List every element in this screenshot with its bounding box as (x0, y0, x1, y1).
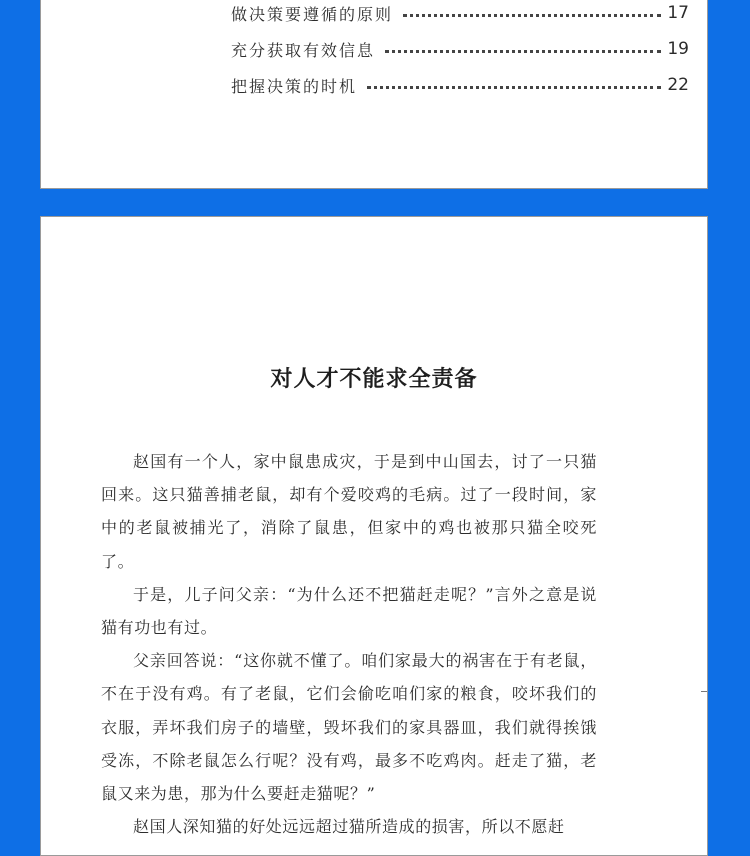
toc-entry-page: 19 (667, 39, 689, 59)
paragraph: 赵国人深知猫的好处远远超过猫所造成的损害，所以不愿赶 (133, 817, 565, 837)
chapter-page (40, 216, 708, 856)
paragraph: 赵国有一个人，家中鼠患成灾，于是到中山国去，讨了一只猫回来。这只猫善捕老鼠，却有个爱咬鸡的毛病。过了一段时间，家中的老鼠被捕光了，消除了鼠患，但家中的鸡也被那只猫全咬死了。 (101, 452, 597, 571)
page-edge-mark (701, 691, 707, 692)
toc-entry-title: 把握决策的时机 (231, 76, 358, 96)
paragraph: 父亲回答说：“这你就不懂了。咱们家最大的祸害在于有老鼠，不在于没有鸡。有了老鼠，它们会偷吃咱们家的粮食，咬坏我们的衣服，弄坏我们房子的墙壁，毁坏我们的家具器皿，我们就得挨饿受冻，不除老鼠怎么行呢？没有鸡，最多不吃鸡肉。赶走了猫，老鼠又来为患，那为什么要赶走猫呢？” (101, 651, 597, 804)
toc-entry[interactable] (231, 37, 689, 61)
toc-entry[interactable] (231, 73, 689, 97)
toc-entry-page: 22 (667, 75, 689, 95)
toc-entry[interactable] (231, 1, 689, 25)
toc-leader-dots (367, 86, 661, 89)
paragraph: 于是，儿子问父亲：“为什么还不把猫赶走呢？”言外之意是说猫有功也有过。 (101, 584, 597, 638)
toc-page (40, 0, 708, 189)
toc-entry-title: 做决策要遵循的原则 (231, 4, 394, 24)
chapter-title: 对人才不能求全责备 (270, 366, 478, 392)
chapter-body (101, 445, 597, 843)
toc-entry-title: 充分获取有效信息 (231, 40, 376, 60)
toc-leader-dots (403, 14, 661, 17)
toc-leader-dots (385, 50, 661, 53)
toc-entry-page: 17 (667, 3, 689, 23)
